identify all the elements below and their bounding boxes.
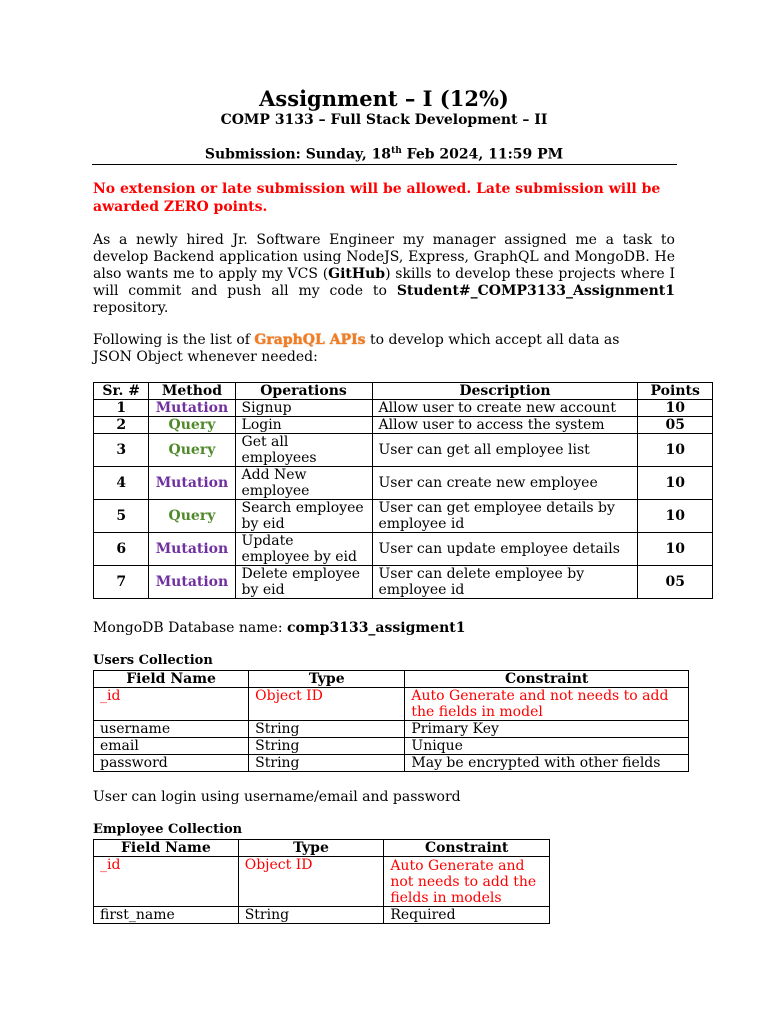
sr-cell: 3 [94,434,149,467]
col-header: Constraint [384,840,550,857]
field-cell: _id [94,688,249,721]
operation-cell: Add New employee [235,467,372,500]
api-intro-paragraph [93,332,653,366]
description-cell: User can delete employee by employee id [372,566,638,599]
table-row [94,500,713,533]
points-cell: 10 [638,467,713,500]
table-row [94,566,713,599]
sr-cell: 1 [94,400,149,417]
page-title: Assignment – I (12%) [259,86,509,111]
sr-cell: 5 [94,500,149,533]
db-name: comp3133_assigment1 [287,620,466,636]
users-table-header [94,671,689,688]
field-cell: _id [94,857,239,907]
table-row [94,688,689,721]
api-table [93,382,713,599]
method-cell: Mutation [149,566,235,599]
table-row [94,400,713,417]
col-header: Operations [235,383,372,400]
points-cell: 10 [638,533,713,566]
api-intro-b: to develop which accept all data as JSON Object whenever needed: [93,332,620,365]
submission-prefix: Submission: Sunday, 18 [204,146,392,163]
database-name-line [93,620,465,636]
method-cell: Query [149,434,235,467]
table-row [94,721,689,738]
table-row [94,533,713,566]
type-cell: Object ID [249,688,405,721]
sr-cell: 7 [94,566,149,599]
type-cell: String [249,755,405,772]
table-row [94,857,550,907]
employee-collection-heading: Employee Collection [93,822,243,837]
description-cell: User can create new employee [372,467,638,500]
employee-table [93,839,550,924]
description-cell: Allow user to access the system [372,417,638,434]
operation-cell: Update employee by eid [235,533,372,566]
intro-paragraph [93,232,675,317]
description-cell: User can update employee details [372,533,638,566]
employee-table-header [94,840,550,857]
constraint-cell: Auto Generate and not needs to add the fields in models [384,857,550,907]
table-row [94,907,550,924]
method-cell: Mutation [149,467,235,500]
operation-cell: Signup [235,400,372,417]
operation-cell: Get all employees [235,434,372,467]
sr-cell: 2 [94,417,149,434]
points-cell: 05 [638,417,713,434]
points-cell: 10 [638,434,713,467]
operation-cell: Delete employee by eid [235,566,372,599]
submission-suffix: Feb 2024, 11:59 PM [401,146,564,163]
constraint-cell: Unique [405,738,689,755]
col-header: Sr. # [94,383,149,400]
method-cell: Mutation [149,533,235,566]
constraint-cell: May be encrypted with other fields [405,755,689,772]
col-header: Method [149,383,235,400]
points-cell: 05 [638,566,713,599]
constraint-cell: Required [384,907,550,924]
method-cell: Query [149,417,235,434]
sr-cell: 4 [94,467,149,500]
field-cell: email [94,738,249,755]
table-row [94,434,713,467]
db-label: MongoDB Database name: [93,620,287,636]
login-note: User can login using username/email and password [93,789,461,805]
users-collection-heading: Users Collection [93,653,213,668]
graphql-apis-text: GraphQL APIs [254,332,366,348]
api-table-header [94,383,713,400]
submission-superscript: th [391,146,402,156]
col-header: Constraint [405,671,689,688]
type-cell: Object ID [238,857,384,907]
col-header: Field Name [94,840,239,857]
api-intro-a: Following is the list of [93,332,255,348]
description-cell: User can get all employee list [372,434,638,467]
type-cell: String [238,907,384,924]
col-header: Field Name [94,671,249,688]
table-row [94,467,713,500]
method-cell: Query [149,500,235,533]
course-title: COMP 3133 – Full Stack Development – II [220,112,548,128]
type-cell: String [249,721,405,738]
description-cell: User can get employee details by employee id [372,500,638,533]
table-row [94,417,713,434]
col-header: Type [238,840,384,857]
sr-cell: 6 [94,533,149,566]
field-cell: username [94,721,249,738]
intro-text-a: As a newly hired Jr. Software Engineer my manager assigned me a task to develop Backend application using NodeJS, Express, GraphQL and MongoDB. He also wants me to apply my VCS ( [93,232,675,282]
constraint-cell: Auto Generate and not needs to add the fields in model [405,688,689,721]
field-cell: first_name [94,907,239,924]
constraint-cell: Primary Key [405,721,689,738]
late-submission-notice: No extension or late submission will be allowed. Late submission will be awarded ZERO points. [93,181,661,215]
users-table [93,670,689,772]
submission-deadline [0,146,768,163]
col-header: Points [638,383,713,400]
type-cell: String [249,738,405,755]
table-row [94,755,689,772]
repo-name: Student#_COMP3133_Assignment1 [396,283,675,299]
table-row [94,738,689,755]
github-text: GitHub [328,266,386,282]
intro-text-c: repository. [93,300,169,316]
method-cell: Mutation [149,400,235,417]
col-header: Type [249,671,405,688]
operation-cell: Login [235,417,372,434]
points-cell: 10 [638,500,713,533]
field-cell: password [94,755,249,772]
operation-cell: Search employee by eid [235,500,372,533]
description-cell: Allow user to create new account [372,400,638,417]
intro-text-b: ) skills to develop these projects where I will commit and push all my code to [93,266,675,299]
points-cell: 10 [638,400,713,417]
header-divider [92,164,677,165]
col-header: Description [372,383,638,400]
